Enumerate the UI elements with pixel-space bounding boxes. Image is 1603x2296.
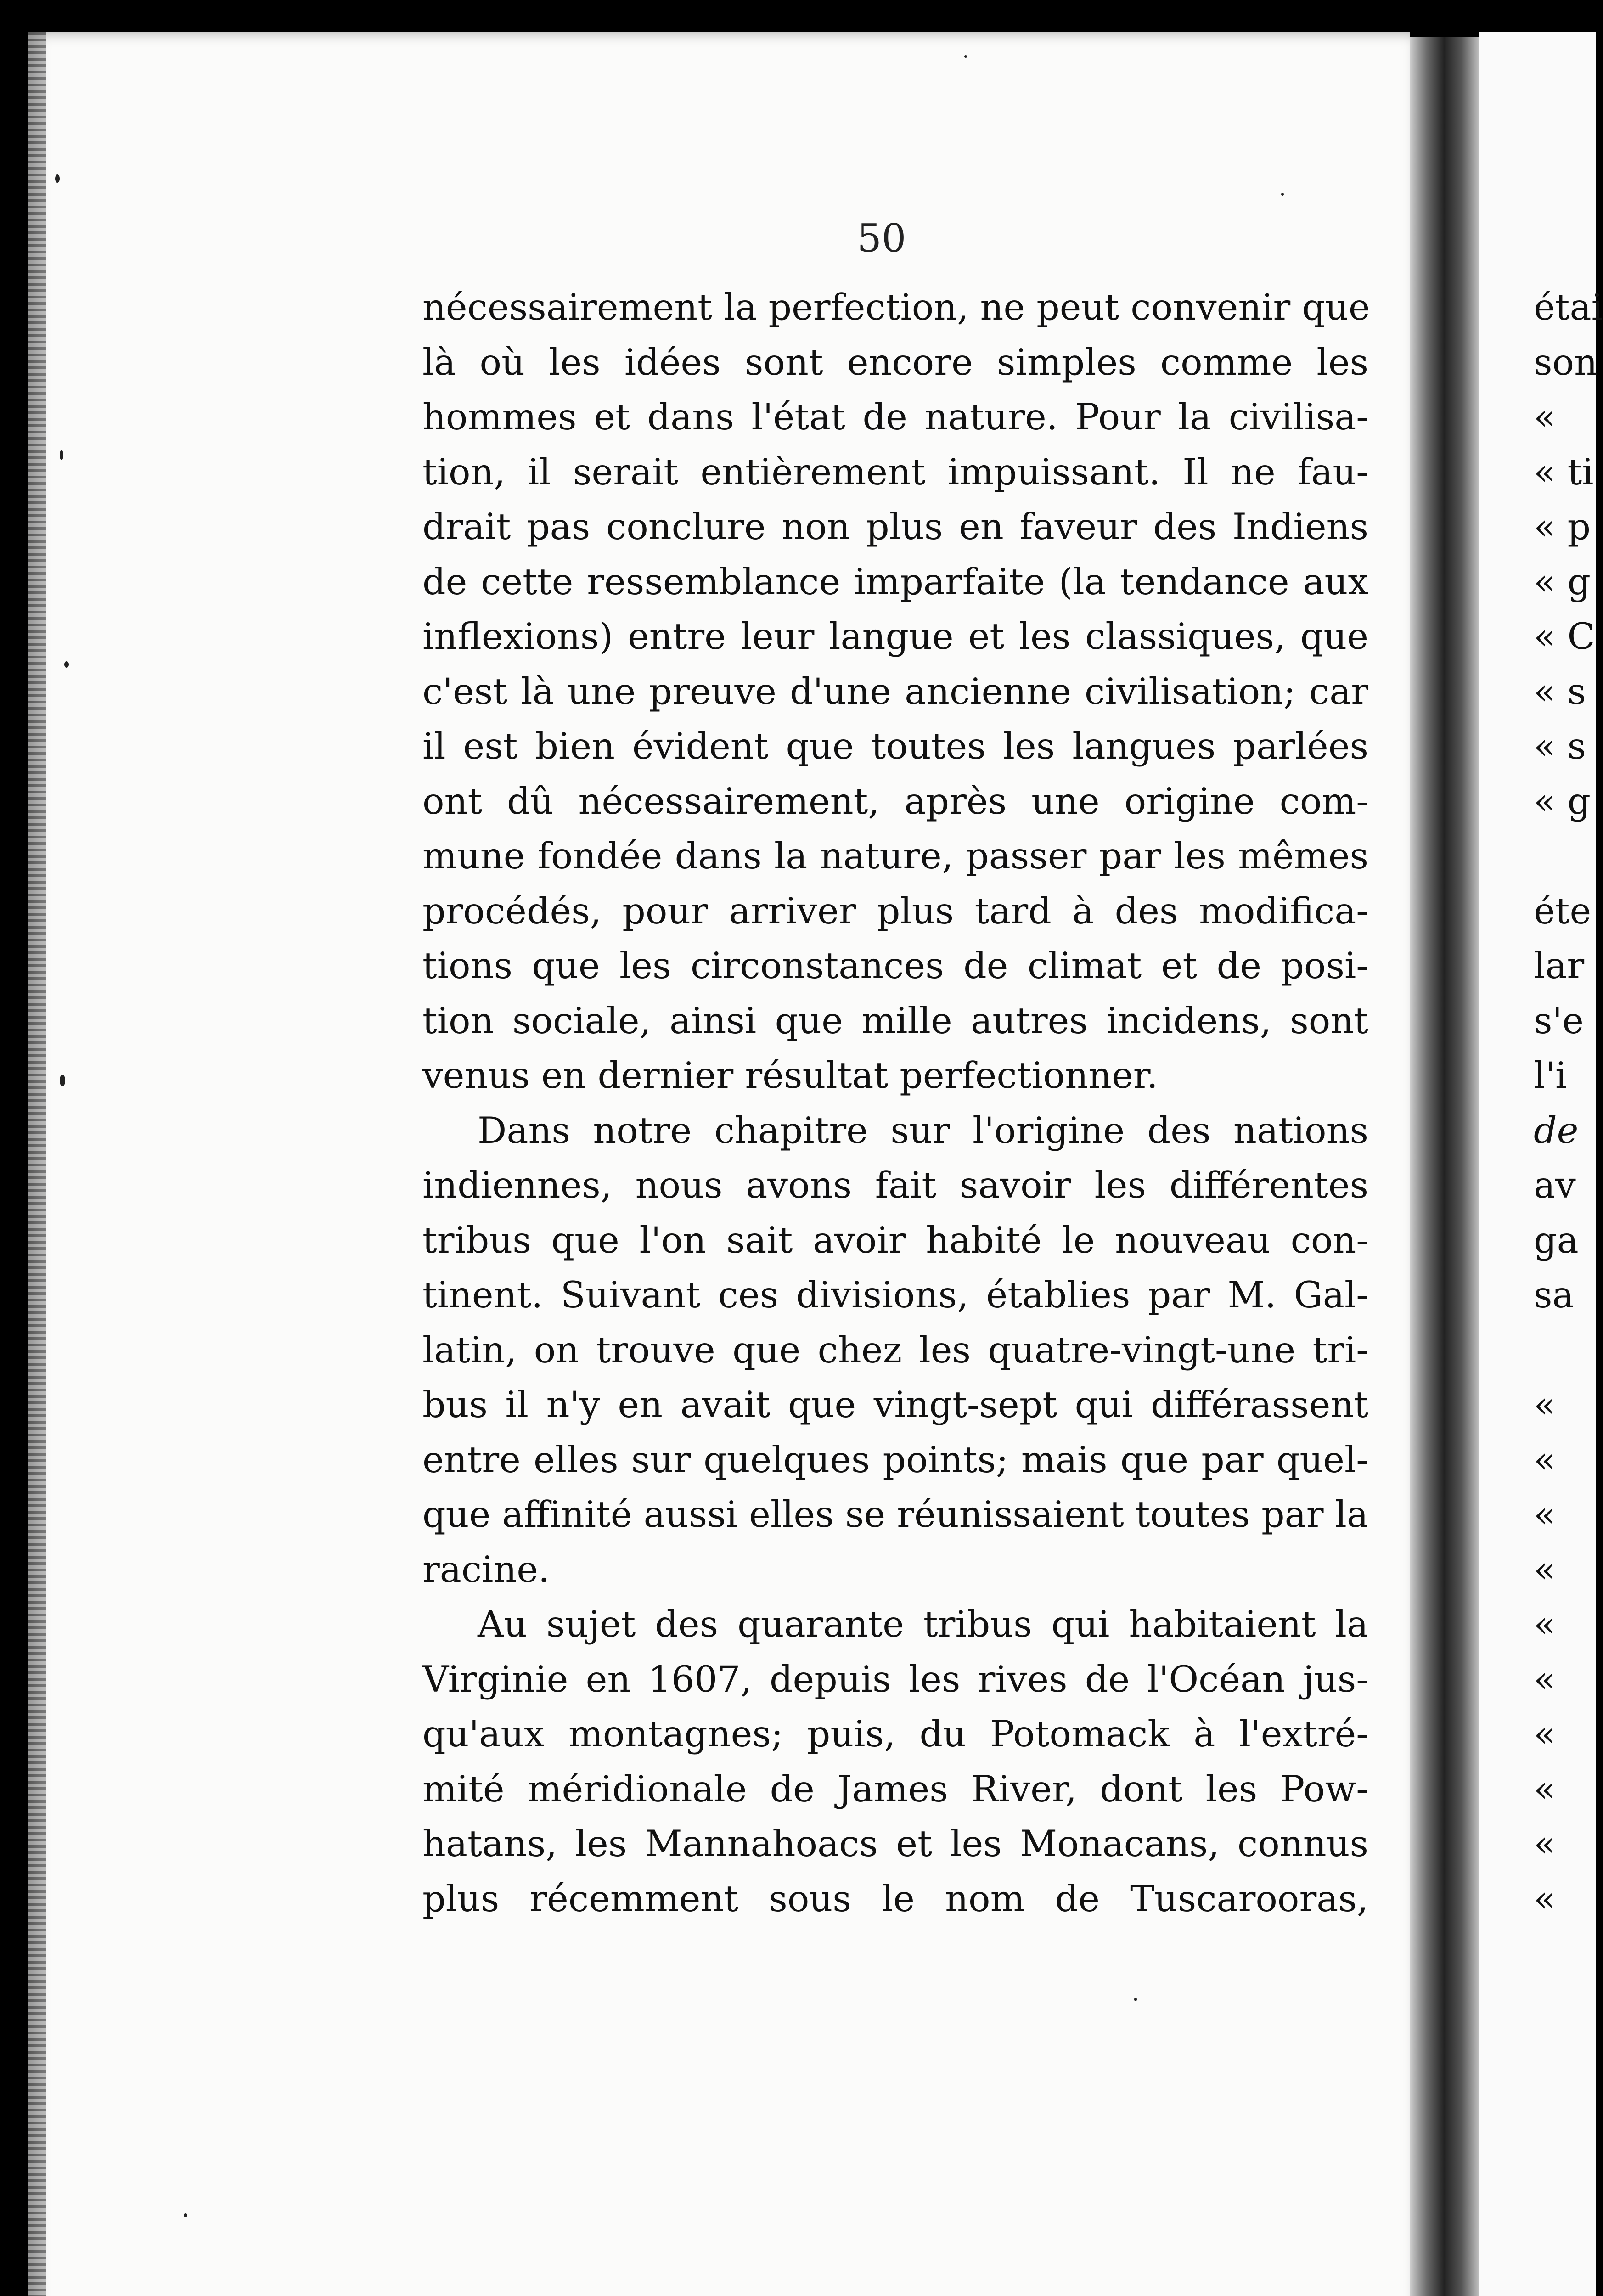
facing-line: « [1534,1658,1556,1700]
text-line: tions que les circonstances de climat et de posi- [422,945,1368,987]
left-page-edge [28,32,46,2296]
facing-line: av [1534,1164,1576,1206]
facing-line: « g [1534,780,1591,822]
facing-line: « [1534,1384,1556,1426]
facing-line: « [1534,1767,1556,1810]
facing-gap [1534,1323,1596,1378]
facing-line: s'e [1534,999,1584,1042]
text-line: tribus que l'on sait avoir habité le nouveau con- [422,1219,1368,1261]
text-line: il est bien évident que toutes les langues parlées [422,725,1368,767]
text-line: inflexions) entre leur langue et les classiques, que [422,615,1368,658]
text-line: tion, il serait entièrement impuissant. Il ne fau- [422,450,1368,493]
text-line: Virginie en 1607, depuis les rives de l'Océan jus- [422,1658,1368,1700]
paragraph-3 [422,1597,1368,1926]
facing-line: « [1534,1548,1556,1591]
text-line: Au sujet des quarante tribus qui habitaient la [478,1603,1368,1645]
facing-line: lar [1534,945,1585,987]
paragraph-2 [422,1103,1368,1598]
scan-speck [60,450,63,460]
text-line: ont dû nécessairement, après une origine com- [422,780,1368,822]
paragraph-1 [422,280,1368,1103]
scan-speck [964,55,967,58]
facing-line: « [1534,1438,1556,1481]
facing-line: son [1534,341,1597,383]
facing-line: l'i [1534,1054,1567,1097]
facing-line: éte [1534,889,1592,932]
book-gutter [1410,37,1479,2296]
text-line: entre elles sur quelques points; mais que par quel- [422,1438,1368,1481]
facing-line: sa [1534,1274,1574,1316]
text-line: Dans notre chapitre sur l'origine des nations [478,1109,1368,1152]
scan-speck [1134,1998,1137,2001]
facing-line: « [1534,1713,1556,1755]
scan-speck [55,174,60,183]
facing-line: ga [1534,1219,1579,1261]
text-line: hatans, les Mannahoacs et les Monacans, connus [422,1823,1368,1865]
text-line: mité méridionale de James River, dont les Pow- [422,1767,1368,1810]
text-line: latin, on trouve que chez les quatre-vingt-une tri- [422,1328,1368,1371]
scan-speck [184,2213,187,2217]
facing-line: « s [1534,725,1586,767]
facing-line: « p [1534,506,1591,548]
facing-line: « [1534,1603,1556,1645]
facing-line: « [1534,396,1556,438]
facing-line: « C [1534,615,1595,658]
text-line: procédés, pour arriver plus tard à des modifica- [422,889,1368,932]
text-line: drait pas conclure non plus en faveur des Indiens [422,506,1368,548]
text-line: racine. [422,1548,550,1591]
text-line: c'est là une preuve d'une ancienne civilisation; car [422,670,1368,713]
text-line: tion sociale, ainsi que mille autres incidens, sont [422,999,1368,1042]
facing-line: « [1534,1493,1556,1536]
scan-speck [1281,193,1284,196]
facing-line: « g [1534,560,1591,603]
facing-line: de [1534,1109,1579,1152]
page-number: 50 [857,216,906,261]
facing-line: « s [1534,670,1586,713]
facing-line: « [1534,1877,1556,1920]
text-line: que affinité aussi elles se réunissaient toutes par la [422,1493,1368,1536]
text-line: qu'aux montagnes; puis, du Potomack à l'extré- [422,1713,1368,1755]
text-line: mune fondée dans la nature, passer par les mêmes [422,835,1368,877]
facing-line: étai [1534,286,1603,328]
text-line: tinent. Suivant ces divisions, établies par M. Gal- [422,1274,1368,1316]
text-line: là où les idées sont encore simples comme les [422,341,1368,383]
facing-page-text [1534,280,1603,1926]
text-line: indiennes, nous avons fait savoir les différentes [422,1164,1368,1206]
text-line: de cette ressemblance imparfaite (la tendance aux [422,560,1368,603]
body-text [422,280,1368,1926]
facing-line: « ti [1534,450,1594,493]
facing-line: « [1534,1823,1556,1865]
scan-speck [60,1075,65,1086]
scan-speck [64,661,69,668]
facing-gap [1534,829,1596,884]
text-line: venus en dernier résultat perfectionner. [422,1054,1158,1097]
text-line: plus récemment sous le nom de Tuscarooras, [422,1877,1368,1920]
text-line: hommes et dans l'état de nature. Pour la civilisa- [422,396,1368,438]
text-line: bus il n'y en avait que vingt-sept qui différassent [422,1384,1368,1426]
text-line: nécessairement la perfection, ne peut convenir que [422,286,1370,328]
